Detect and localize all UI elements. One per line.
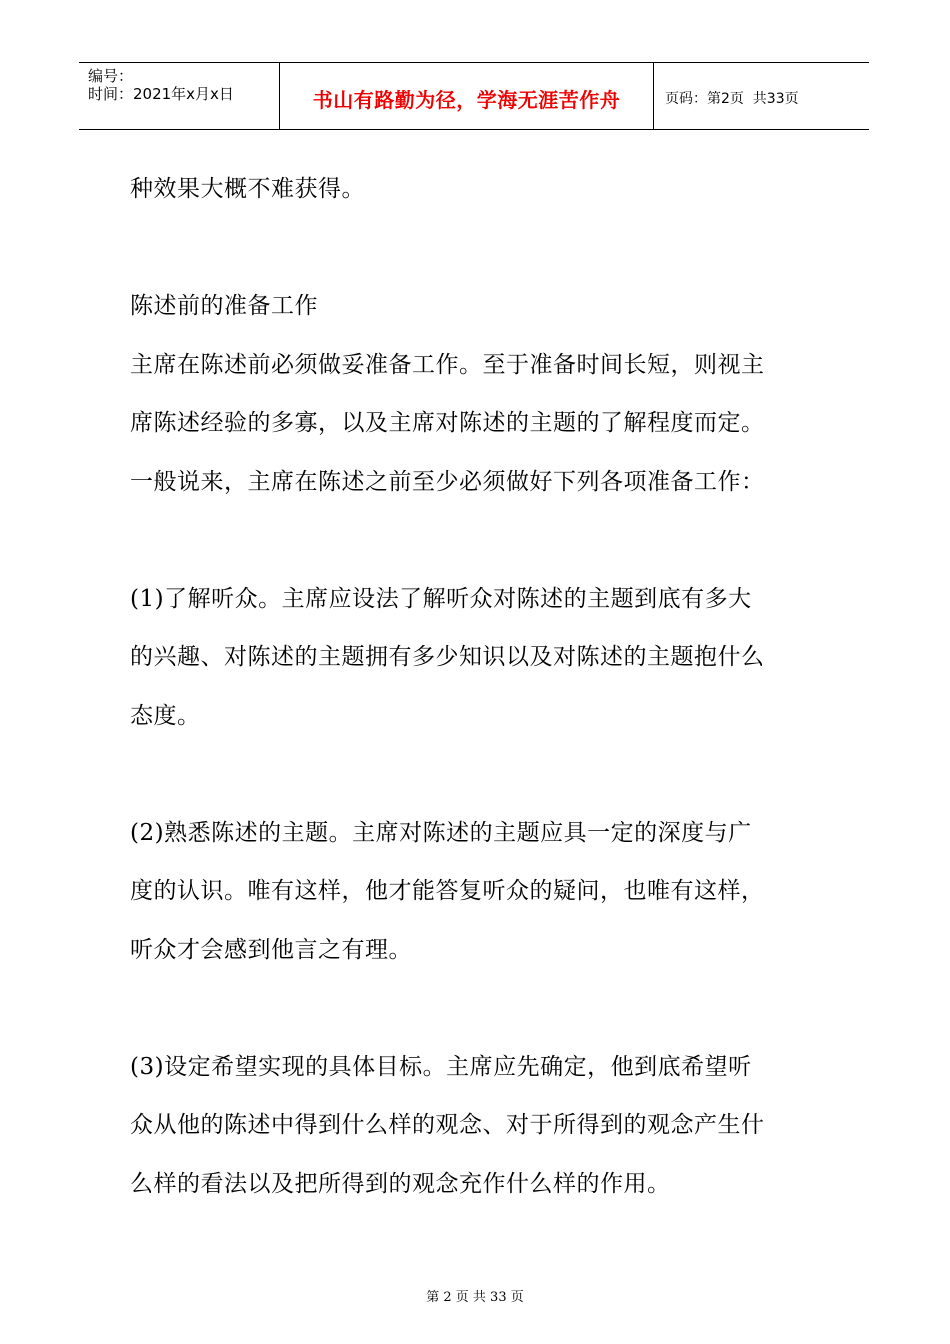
text-line: 听众才会感到他言之有理。	[130, 936, 412, 963]
text-line: 众从他的陈述中得到什么样的观念、对于所得到的观念产生什	[130, 1112, 765, 1138]
section-heading: 陈述前的准备工作	[130, 293, 318, 319]
header-page-cell	[654, 63, 869, 129]
blank-line	[130, 219, 830, 278]
text-line: (2)熟悉陈述的主题。主席对陈述的主题应具一定的深度与广	[130, 819, 752, 846]
header-info-cell	[79, 63, 280, 129]
text-line: 么样的看法以及把所得到的观念充作什么样的作用。	[130, 1170, 671, 1197]
body-text	[130, 160, 830, 1213]
header-motto: 书山有路勤为径，学海无涯苦作舟	[280, 63, 654, 129]
header-page-code: 页码：第2页 共33页	[665, 91, 799, 107]
text-line: 席陈述经验的多寡，以及主席对陈述的主题的了解程度而定。	[130, 410, 765, 436]
page-header	[79, 62, 869, 130]
serial-number-label: 编号：	[88, 67, 134, 85]
text-line: 的兴趣、对陈述的主题拥有多少知识以及对陈述的主题抱什么	[130, 644, 765, 670]
text-line: (3)设定希望实现的具体目标。主席应先确定，他到底希望听	[130, 1053, 752, 1080]
blank-line	[130, 745, 830, 804]
text-line: 主席在陈述前必须做妥准备工作。至于准备时间长短，则视主	[130, 351, 765, 378]
text-line: 种效果大概不难获得。	[130, 176, 365, 202]
page-footer	[0, 1286, 950, 1305]
document-body	[130, 160, 830, 1213]
text-line: 一般说来，主席在陈述之前至少必须做好下列各项准备工作：	[130, 468, 765, 495]
time-label: 时间：2021年x月x日	[88, 85, 234, 103]
text-line: 态度。	[130, 702, 201, 729]
footer-page-number: 第 2 页 共 33 页	[426, 1290, 524, 1305]
blank-line	[130, 511, 830, 570]
text-line: 度的认识。唯有这样，他才能答复听众的疑问，也唯有这样，	[130, 878, 765, 904]
blank-line	[130, 979, 830, 1038]
text-line: (1)了解听众。主席应设法了解听众对陈述的主题到底有多大	[130, 585, 752, 612]
